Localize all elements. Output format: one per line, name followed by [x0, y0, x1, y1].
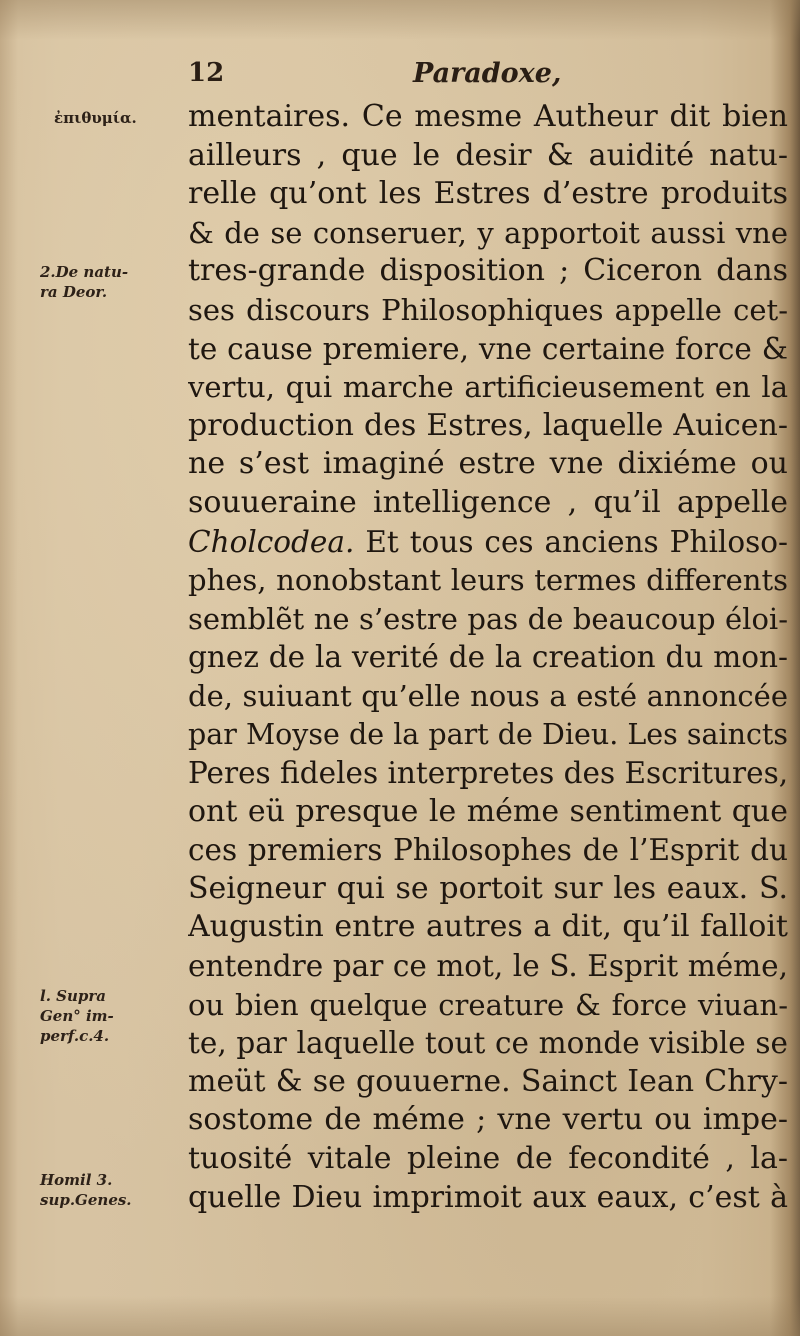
text-line: tuosité vitale pleine de fecondité , la-	[188, 1141, 788, 1177]
text-line: phes, nonobstant leurs termes differents	[188, 563, 788, 598]
text-line: souueraine intelligence , qu’il appelle	[188, 484, 788, 520]
text-line: de, suiuant qu’elle nous a esté annoncée	[188, 678, 788, 713]
text-line: quelle Dieu imprimoit aux eaux, c’est à	[188, 1179, 788, 1215]
text-line: ses discours Philosophiques appelle cet-	[188, 292, 788, 327]
text-line: ne s’est imaginé estre vne dixiéme ou	[188, 446, 788, 482]
text-line: relle qu’ont les Estres d’estre produits	[188, 176, 788, 212]
text-line: ou bien quelque creature & force viuan-	[188, 987, 788, 1022]
text-line: semblẽt ne s’estre pas de beaucoup éloi-	[188, 601, 788, 636]
text-line: entendre par ce mot, le S. Esprit méme,	[188, 949, 788, 984]
text-line: ces premiers Philosophes de l’Esprit du	[188, 833, 788, 868]
margin-note-homil: Homil 3. sup.Genes.	[40, 1171, 132, 1209]
margin-notes	[40, 0, 180, 1336]
italic-word: Cholcodea.	[188, 524, 355, 559]
margin-note-de-natura: 2.De natu- ra Deor.	[40, 263, 129, 301]
text-line: par Moyse de la part de Dieu. Les saincts	[188, 717, 788, 751]
text-line: ailleurs , que le desir & auidité natu-	[188, 137, 788, 173]
text-line: te, par laquelle tout ce monde visible se	[188, 1026, 788, 1061]
text-line: Seigneur qui se portoit sur les eaux. S.	[188, 870, 788, 906]
text-line: te cause premiere, vne certaine force &	[188, 331, 788, 366]
text-line: tres-grande disposition ; Ciceron dans	[188, 253, 788, 289]
text-line: mentaires. Ce mesme Autheur dit bien	[188, 99, 788, 134]
text-line: Augustin entre autres a dit, qu’il falloit	[188, 909, 788, 945]
running-title: Paradoxe,	[413, 58, 562, 89]
page-number: 12	[188, 58, 225, 88]
margin-note-supra-gen: l. Supra Gen° im- perf.c.4.	[40, 987, 114, 1045]
text-line: & de se conseruer, y apportoit aussi vne	[188, 215, 788, 250]
text-line: production des Estres, laquelle Auicen-	[188, 407, 788, 443]
text-line: ont eü presque le méme sentiment que	[188, 793, 788, 829]
text-line: vertu, qui marche artificieusement en la	[188, 370, 788, 405]
page-header	[188, 58, 608, 94]
margin-note-greek: ἐπιθυμία.	[54, 109, 137, 127]
text-line: gnez de la verité de la creation du mon-	[188, 640, 788, 675]
body-text	[188, 98, 788, 1217]
text-line: Peres fideles interpretes des Escritures,	[188, 756, 788, 791]
text-line-with-italic: Cholcodea. Et tous ces anciens Philoso-	[188, 524, 788, 559]
text-line: meüt & se gouuerne. Sainct Iean Chry-	[188, 1063, 788, 1099]
text-line: sostome de méme ; vne vertu ou impe-	[188, 1102, 788, 1138]
